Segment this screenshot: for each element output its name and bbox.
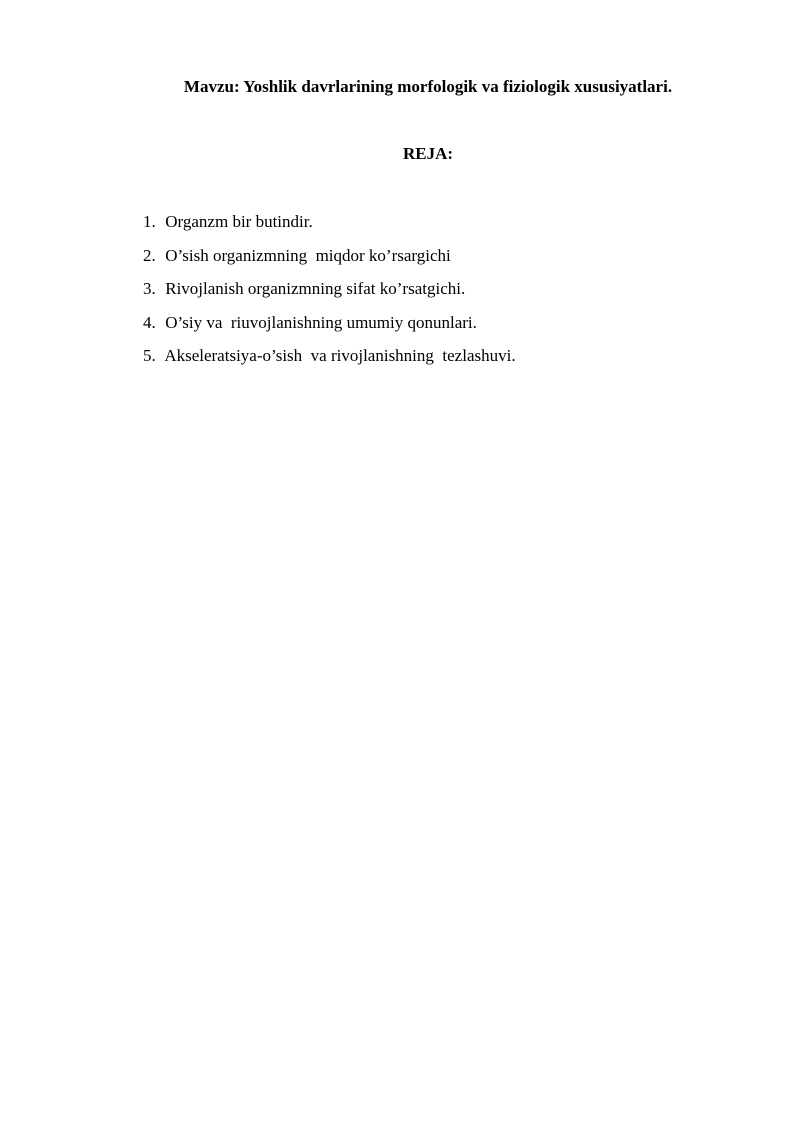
list-item	[143, 205, 516, 239]
list-item	[143, 339, 516, 373]
list-item	[143, 239, 516, 273]
plan-list	[143, 205, 516, 373]
list-item-number: 4.	[143, 312, 156, 332]
list-item	[143, 306, 516, 340]
list-item-text: O’sish organizmning miqdor ko’rsargichi	[165, 245, 451, 265]
list-item-text: O’siy va riuvojlanishning umumiy qonunlari.	[165, 312, 477, 332]
plan-heading: REJA:	[402, 144, 454, 163]
list-item-text: Akseleratsiya-o’sish va rivojlanishning tezlashuvi.	[164, 346, 516, 365]
list-item-number: 3.	[143, 279, 156, 298]
list-item-number: 1.	[143, 212, 156, 231]
document-title: Mavzu: Yoshlik davrlarining morfologik va fiziologik xususiyatlari.	[183, 77, 673, 96]
list-item	[143, 272, 516, 306]
list-item-text: Rivojlanish organizmning sifat ko’rsatgichi.	[165, 279, 466, 298]
list-item-number: 2.	[143, 245, 156, 265]
list-item-text: Organzm bir butindir.	[165, 212, 313, 231]
list-item-number: 5.	[143, 346, 156, 365]
